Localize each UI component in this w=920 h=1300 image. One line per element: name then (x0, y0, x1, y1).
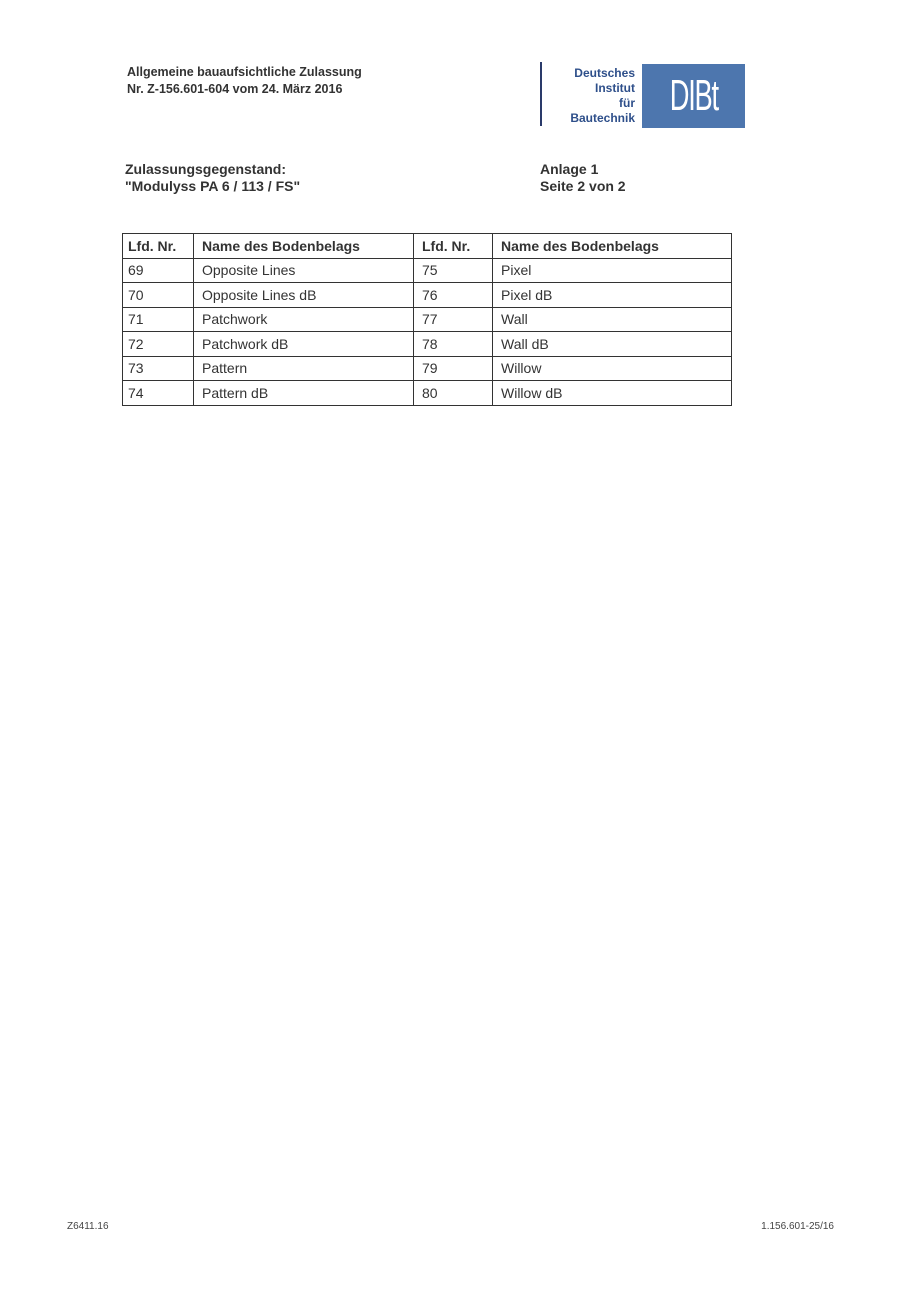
footer-left-code: Z6411.16 (67, 1221, 109, 1232)
column-header: Name des Bodenbelags (194, 234, 414, 259)
subject-block (125, 161, 300, 195)
table-row (123, 258, 732, 283)
table-row (123, 307, 732, 332)
table-row (123, 283, 732, 308)
page-indicator: Seite 2 von 2 (540, 178, 626, 194)
row-number-cell: 76 (414, 283, 493, 308)
table-row (123, 332, 732, 357)
row-number-cell: 79 (414, 356, 493, 381)
row-number-cell: 77 (414, 307, 493, 332)
floor-covering-table (122, 233, 732, 406)
floor-covering-name-cell: Pattern dB (194, 381, 414, 406)
row-number-cell: 69 (123, 258, 194, 283)
institute-name-line: Bautechnik (570, 111, 635, 125)
approval-header (127, 64, 362, 98)
row-number-cell: 75 (414, 258, 493, 283)
row-number-cell: 70 (123, 283, 194, 308)
floor-covering-name-cell: Wall dB (493, 332, 732, 357)
floor-covering-name-cell: Pixel dB (493, 283, 732, 308)
dibt-logo (642, 64, 745, 128)
column-header: Name des Bodenbelags (493, 234, 732, 259)
row-number-cell: 80 (414, 381, 493, 406)
institute-name-line: für (619, 96, 635, 110)
floor-covering-name-cell: Wall (493, 307, 732, 332)
row-number-cell: 72 (123, 332, 194, 357)
row-number-cell: 71 (123, 307, 194, 332)
floor-covering-name-cell: Opposite Lines (194, 258, 414, 283)
row-number-cell: 73 (123, 356, 194, 381)
column-header: Lfd. Nr. (414, 234, 493, 259)
floor-covering-name-cell: Willow (493, 356, 732, 381)
footer-right-code: 1.156.601-25/16 (761, 1221, 834, 1232)
floor-covering-name-cell: Patchwork dB (194, 332, 414, 357)
institute-name-line: Institut (595, 81, 635, 95)
logo-divider (540, 62, 542, 126)
floor-covering-name-cell: Pattern (194, 356, 414, 381)
subject-label: Zulassungsgegenstand: (125, 161, 287, 177)
column-header: Lfd. Nr. (123, 234, 194, 259)
row-number-cell: 74 (123, 381, 194, 406)
annex-block (540, 161, 626, 195)
dibt-logo-mark: DIBt (669, 71, 718, 120)
row-number-cell: 78 (414, 332, 493, 357)
table-header-row (123, 234, 732, 259)
table-row (123, 381, 732, 406)
approval-title: Allgemeine bauaufsichtliche Zulassung (127, 65, 362, 79)
floor-covering-name-cell: Willow dB (493, 381, 732, 406)
floor-covering-name-cell: Patchwork (194, 307, 414, 332)
approval-number: Nr. Z-156.601-604 vom 24. März 2016 (127, 82, 343, 96)
institute-name-line: Deutsches (574, 66, 635, 80)
floor-covering-name-cell: Opposite Lines dB (194, 283, 414, 308)
table-row (123, 356, 732, 381)
annex-label: Anlage 1 (540, 161, 599, 177)
floor-covering-name-cell: Pixel (493, 258, 732, 283)
institute-name (548, 66, 635, 126)
subject-value: "Modulyss PA 6 / 113 / FS" (125, 178, 301, 194)
